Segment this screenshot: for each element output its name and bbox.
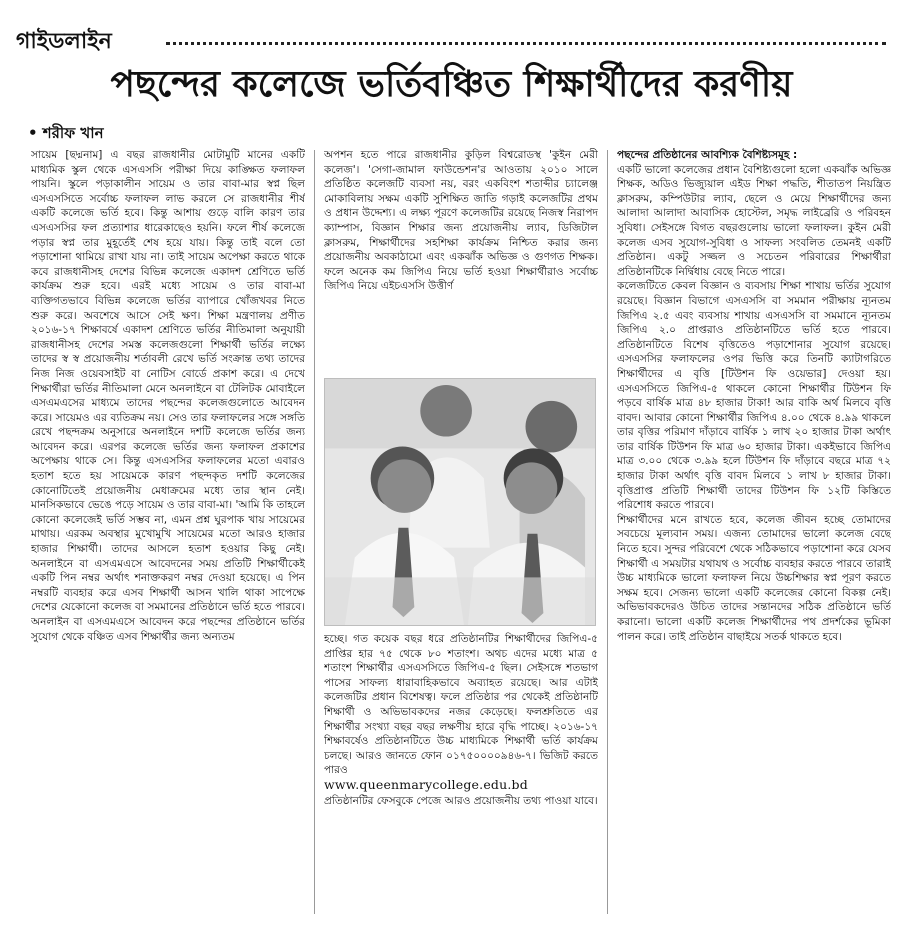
article-column-2-top <box>324 148 598 366</box>
website-link[interactable]: www.queenmarycollege.edu.bd <box>324 776 528 792</box>
paragraph: হচ্ছে। গত কয়েক বছর ধরে প্রতিষ্ঠানটির শিক্ষার্থীদের জিপিএ-৫ প্রাপ্তির হার ৭৫ থেকে ৮০ শতাংশ। অথচ এদের মধ্যে মাত্র ৫ শতাংশ শিক্ষার্থীর এসএসসিতে জিপিএ-৫ ছিল। সেইসঙ্গে শতভাগ পাসের সাফল্য ধারাবাহিকভাবে অব্যাহত রয়েছে। আর এটাই কলেজটির প্রধান বিশেষত্ব। ফলে প্রতিষ্ঠার পর থেকেই প্রতিষ্ঠানটি শিক্ষার্থী ও অভিভাবকদের নজর কেড়েছে। ফলশ্রুতিতে এর শিক্ষার্থীর সংখ্যা বছর বছর লক্ষণীয় হারে বৃদ্ধি পাচ্ছে। ২০১৬-১৭ শিক্ষাবর্ষেও প্রতিষ্ঠানটিতে উচ্চ মাধ্যমিকে শিক্ষার্থী ভর্তি কার্যক্রম চলছে। আরও জানতে ফোন ০১৭৫০০০০৯৪৬-৭। ভিজিট করতে পারও <box>324 633 598 777</box>
column-divider <box>314 150 315 914</box>
paragraph: প্রতিষ্ঠানটির ফেসবুকে পেজে আরও প্রয়োজনীয় তথ্য পাওয়া যাবে। <box>324 794 598 807</box>
headline: পছন্দের কলেজে ভর্তিবঞ্চিত শিক্ষার্থীদের করণীয় <box>110 63 793 105</box>
article-column-3 <box>617 148 891 914</box>
subheading: পছন্দের প্রতিষ্ঠানের আবশ্যিক বৈশিষ্ট্যসমূহ : <box>617 149 798 161</box>
article-column-2-bottom <box>324 632 598 916</box>
byline: • শরীফ খান <box>28 124 104 142</box>
students-photo <box>324 378 596 626</box>
paragraph: কলেজটিতে কেবল বিজ্ঞান ও ব্যবসায় শিক্ষা শাখায় ভর্তির সুযোগ রয়েছে। বিজ্ঞান বিভাগে এসএসসি বা সমমান পরীক্ষায় ন্যূনতম জিপিএ ২.৫ এবং ব্যবসায় শাখায় এসএসসি বা সমমানে ন্যূনতম জিপিএ ২.০ প্রাপ্তরাও প্রতিষ্ঠানটিতে ভর্তি হতে পারবে। প্রতিষ্ঠানটিতে বিশেষ বৃত্তিতেও পড়াশোনার সুযোগ রয়েছে। এসএসসির ফলাফলের ওপর ভিত্তি করে তিনটি ক্যাটাগরিতে শিক্ষার্থীদের এ বৃত্তি [টিউশন ফি ওয়েভার] দেওয়া হয়। এসএসসিতে জিপিএ-৫ থাকলে কোনো শিক্ষার্থীর টিউশন ফি পড়বে বার্ষিক মাত্র ৪৮ হাজার টাকা! আর বাকি অর্থ মিলবে বৃত্তি বাবদ। আবার কোনো শিক্ষার্থীর জিপিএ ৪.০০ থেকে ৪.৯৯ থাকলে তার বৃত্তির পরিমাণ দাঁড়াবে বার্ষিক ১ লাখ ২০ হাজার টাকা অর্থাৎ তার বার্ষিক টিউশন ফি মাত্র ৬০ হাজার টাকা। একইভাবে জিপিএ মাত্র ৩.০০ থেকে ৩.৯৯ হলে টিউশন ফি দাঁড়াবে বছরে মাত্র ৭২ হাজার টাকা অর্থাৎ বৃত্তি বাবদ মিলবে ১ লাখ ৮ হাজার টাকা। বৃত্তিপ্রাপ্ত প্রতিটি শিক্ষার্থী তাদের টিউশন ফি ১২টি কিস্তিতে পরিশোধ করতে পারবে। <box>617 280 891 512</box>
section-label: গাইডলাইন <box>16 29 112 54</box>
paragraph: একটি ভালো কলেজের প্রধান বৈশিষ্ট্যগুলো হলো একঝাঁক অভিজ্ঞ শিক্ষক, অডিও ভিজ্যুয়াল এইড শিক্ষা পদ্ধতি, শীতাতপ নিয়ন্ত্রিত ক্লাসরুম, কম্পিউটার ল্যাব, ছেলে ও মেয়ে শিক্ষার্থীদের জন্য আলাদা আলাদা আবাসিক হোস্টেল, সমৃদ্ধ লাইব্রেরি ও পরিবহন সুবিধা। সেইসঙ্গে বিগত বছরগুলোয় ভালো ফলাফল। কুইন মেরী কলেজ এসব সুযোগ-সুবিধা ও সাফল্য সংবলিত তেমনই একটি প্রতিষ্ঠান। একটু সজ্জল ও সচেতন পরিবারের শিক্ষার্থীরা প্রতিষ্ঠানটিকে নির্দ্বিধায় বেছে নিতে পারে। <box>617 163 891 278</box>
dotted-divider <box>166 42 886 45</box>
paragraph: শিক্ষার্থীদের মনে রাখতে হবে, কলেজ জীবন হচ্ছে তোমাদের সবচেয়ে মূল্যবান সময়। এজন্য তোমাদের ভালো কলেজ বেছে নিতে হবে। সুন্দর পরিবেশে থেকে সঠিকভাবে পড়াশোনা করে যেসব শিক্ষার্থী এ সময়টার যথাযথ ও সর্বোচ্চ ব্যবহার করতে পারবে তারাই উচ্চ মাধ্যমিকে ভালো ফলাফল নিয়ে উচ্চশিক্ষার স্বপ্ন পূরণ করতে সক্ষম হবে। সেজন্য ভালো একটি কলেজের কোনো বিকল্প নেই। অভিভাবকদেরও উচিত তাদের সন্তানদের সঠিক প্রতিষ্ঠানে ভর্তি করানো। ভালো একটি কলেজ শিক্ষার্থীদের পথ প্রদর্শকের ভূমিকা পালন করে। তাই প্রতিষ্ঠান বাছাইয়ে সতর্ক থাকতে হবে। <box>617 513 891 643</box>
paragraph: সায়েম [ছদ্মনাম] এ বছর রাজধানীর মোটামুটি মানের একটি মাধ্যমিক স্কুল থেকে এসএসসি পরীক্ষা দিয়ে কাঙ্ক্ষিত ফলাফল পায়নি। স্কুলে পড়াকালীন সায়েম ও তার বাবা-মার স্বপ্ন ছিল এসএসসিতে সর্বোচ্চ ফলাফল লাভ করলে সে রাজধানীর শীর্ষ একটি কলেজে ভর্তি হবে। কিন্তু আশায় গুড়ে বালি কারণ তার এসএসসির ফল প্রত্যাশার ধারেকাছেও হয়নি। ফলে শীর্ষ কলেজে পড়ার স্বপ্ন তার মুহূর্তেই শেষ হয়ে যায়। কিন্তু তাই বলে তো পড়াশোনা থামিয়ে রাখা যায় না। তাই সায়েম অপেক্ষা করতে থাকে কবে রাজধানীসহ দেশের বিভিন্ন কলেজে একাদশ শ্রেণিতে ভর্তি কার্যক্রম শুরু হবে। এরই মধ্যে সায়েম ও তার বাবা-মা ব্যক্তিগতভাবে বিভিন্ন কলেজে ভর্তির ব্যাপারে খোঁজখবর নিতে শুরু করে। অবশেষে আসে সেই ক্ষণ। শিক্ষা মন্ত্রণালয় প্রণীত ২০১৬-১৭ শিক্ষাবর্ষে একাদশ শ্রেণিতে ভর্তির নীতিমালা অনুযায়ী রাজধানীসহ দেশের সমস্ত কলেজগুলো শিক্ষার্থী ভর্তির লক্ষ্যে তাদের স্ব স্ব প্রয়োজনীয় শর্তাবলী রেখে ভর্তি সংক্রান্ত তথ্য তাদের নিজ নিজ ওয়েবসাইট বা নোটিস বোর্ডে প্রকাশ করে। এ দেখে শিক্ষার্থীরা ভর্তির নীতিমালা মেনে অনলাইনে বা টেলিটক মোবাইলে এসএমএসের মাধ্যমে তাদের পছন্দের কলেজগুলোতে আবেদন করে। সায়েমও এর ব্যতিক্রম নয়। সেও তার ফলাফলের সঙ্গে সঙ্গতি রেখে পছন্দক্রম অনুসারে অনলাইনে দশটি কলেজে ভর্তির জন্য আবেদন করে। এরপর কলেজে ভর্তির জন্য ফলাফল প্রকাশের অপেক্ষায় থাকে সে। কিন্তু এসএসসির ফলাফলের মতো এবারও হতাশ হতে হয় সায়েমকে কারণ পছন্দকৃত দশটি কলেজের কোনোটিতেই প্রয়োজনীয় মেধাক্রমের মধ্যে তার স্থান নেই। মানসিকভাবে ভেঙে পড়ে সায়েম ও তার বাবা-মা। 'আমি কি তাহলে কোনো কলেজেই ভর্তি সম্ভব না, এমন প্রশ্ন ঘুরপাক খায় সায়েমের মাথায়। এরকম অবস্থার মুখোমুখি সায়েমের মতো আরও হাজার হাজার শিক্ষার্থী। তাদের আসলে হতাশ হওয়ার কিছু নেই। অনলাইনে বা এসএমএসে আবেদনের সময় প্রতিটি শিক্ষার্থীকেই একটি পিন নম্বর অর্থাৎ শনাক্তকরণ নম্বর দেওয়া হয়েছে। এ পিন নম্বরটি ব্যবহার করে এসব শিক্ষার্থী আসন খালি থাকা সাপেক্ষে দেশের যেকোনো কলেজ বা সমমানের প্রতিষ্ঠানে ভর্তি হতে পারবে। অনলাইন বা এসএমএসে আবেদন করে পছন্দের প্রতিষ্ঠানে ভর্তির সুযোগ থেকে বঞ্চিত এসব শিক্ষার্থীর জন্য অন্যতম <box>31 149 305 643</box>
paragraph: অপশন হতে পারে রাজধানীর কুড়িল বিশ্বরোডস্থ 'কুইন মেরী কলেজ'। 'সেগা-জামাল ফাউন্ডেশন'র আওতায় ২০১০ সালে প্রতিষ্ঠিত কলেজটি ব্যবসা নয়, বরং একবিংশ শতাব্দীর চ্যালেঞ্জ মোকাবিলায় সক্ষম একটি সুশিক্ষিত জাতি গড়াই কলেজটির প্রথম ও প্রধান উদ্দেশ্য। এ লক্ষ্য পূরণে কলেজটির রয়েছে নিজস্ব নিরাপদ ক্যাম্পাস, বিজ্ঞান শিক্ষার জন্য প্রয়োজনীয় ল্যাব, ডিজিটাল ক্লাসরুম, শিক্ষার্থীদের সহশিক্ষা কার্যক্রম নিশ্চিত করার জন্য প্রয়োজনীয় অবকাঠামো এবং একঝাঁক অভিজ্ঞ ও গুণগত শিক্ষক। ফলে অনেক কম জিপিএ নিয়ে ভর্তি হওয়া শিক্ষার্থীরাও সর্বোচ্চ জিপিএ নিয়ে এইচএসসি উত্তীর্ণ <box>324 149 598 293</box>
column-divider <box>607 150 608 914</box>
article-column-1 <box>31 148 305 914</box>
